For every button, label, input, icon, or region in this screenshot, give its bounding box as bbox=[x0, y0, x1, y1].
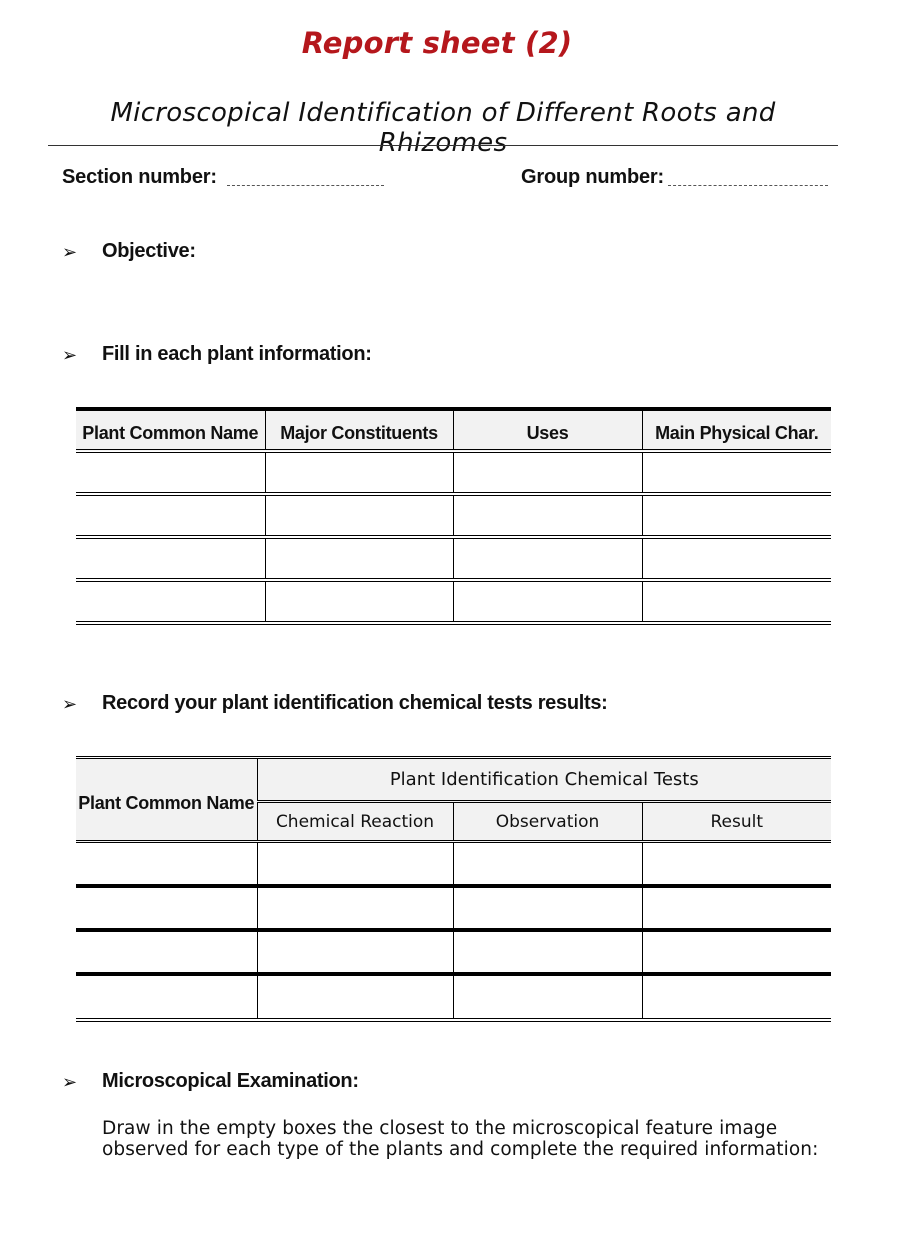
table-cell[interactable] bbox=[257, 842, 453, 886]
bullet-arrow-icon: ➢ bbox=[62, 242, 78, 263]
table-cell[interactable] bbox=[257, 886, 453, 930]
table-cell[interactable] bbox=[265, 494, 453, 537]
table-row bbox=[76, 580, 831, 623]
header-observation: Observation bbox=[453, 802, 642, 842]
header-chemical-reaction: Chemical Reaction bbox=[257, 802, 453, 842]
bullet-arrow-icon: ➢ bbox=[62, 345, 78, 366]
table-cell[interactable] bbox=[453, 494, 642, 537]
header-plant-common-name: Plant Common Name bbox=[76, 409, 265, 451]
table-cell[interactable] bbox=[453, 451, 642, 494]
table-cell[interactable] bbox=[642, 451, 831, 494]
plant-info-table bbox=[76, 407, 831, 625]
header-major-constituents: Major Constituents bbox=[265, 409, 453, 451]
table-row bbox=[76, 930, 831, 974]
group-number-field[interactable] bbox=[668, 185, 828, 186]
table-cell[interactable] bbox=[76, 974, 257, 1020]
table-cell[interactable] bbox=[453, 580, 642, 623]
table-cell[interactable] bbox=[642, 537, 831, 580]
table-cell[interactable] bbox=[265, 580, 453, 623]
table-cell[interactable] bbox=[453, 842, 642, 886]
table-header-row bbox=[76, 758, 831, 802]
table-cell[interactable] bbox=[76, 930, 257, 974]
title-divider bbox=[48, 145, 838, 146]
table-row bbox=[76, 451, 831, 494]
header-main-physical-char: Main Physical Char. bbox=[642, 409, 831, 451]
table-row bbox=[76, 886, 831, 930]
objective-heading: Objective: bbox=[102, 240, 196, 262]
bullet-arrow-icon: ➢ bbox=[62, 1072, 78, 1093]
header-result: Result bbox=[642, 802, 831, 842]
table-cell[interactable] bbox=[642, 930, 831, 974]
table-cell[interactable] bbox=[642, 974, 831, 1020]
fill-info-heading: Fill in each plant information: bbox=[102, 343, 372, 365]
table-row bbox=[76, 494, 831, 537]
table-cell[interactable] bbox=[257, 974, 453, 1020]
record-tests-heading: Record your plant identification chemical tests results: bbox=[102, 692, 608, 714]
group-number-label: Group number: bbox=[521, 166, 664, 188]
header-uses: Uses bbox=[453, 409, 642, 451]
table-cell[interactable] bbox=[265, 537, 453, 580]
table-cell[interactable] bbox=[642, 580, 831, 623]
table-cell[interactable] bbox=[76, 451, 265, 494]
report-subtitle: Microscopical Identification of Different Roots and Rhizomes bbox=[110, 98, 776, 158]
table-cell[interactable] bbox=[76, 494, 265, 537]
report-title: Report sheet (2) bbox=[301, 26, 573, 60]
table-cell[interactable] bbox=[265, 451, 453, 494]
header-plant-common-name: Plant Common Name bbox=[76, 758, 257, 842]
table-cell[interactable] bbox=[642, 494, 831, 537]
table-cell[interactable] bbox=[76, 886, 257, 930]
table-cell[interactable] bbox=[257, 930, 453, 974]
table-cell[interactable] bbox=[453, 537, 642, 580]
table-cell[interactable] bbox=[453, 930, 642, 974]
section-number-field[interactable] bbox=[227, 185, 384, 186]
header-chemical-tests-group: Plant Identification Chemical Tests bbox=[257, 758, 831, 802]
chemical-tests-table bbox=[76, 756, 831, 1022]
table-header-row bbox=[76, 409, 831, 451]
table-cell[interactable] bbox=[76, 537, 265, 580]
table-cell[interactable] bbox=[642, 886, 831, 930]
table-row bbox=[76, 974, 831, 1020]
table-cell[interactable] bbox=[453, 886, 642, 930]
microscopical-instructions: Draw in the empty boxes the closest to the microscopical feature image observed for each type of the plants and complete the required information: bbox=[102, 1118, 819, 1160]
table-row bbox=[76, 537, 831, 580]
bullet-arrow-icon: ➢ bbox=[62, 694, 78, 715]
microscopical-heading: Microscopical Examination: bbox=[102, 1070, 359, 1092]
table-cell[interactable] bbox=[453, 974, 642, 1020]
table-cell[interactable] bbox=[76, 842, 257, 886]
table-cell[interactable] bbox=[76, 580, 265, 623]
section-number-label: Section number: bbox=[62, 166, 217, 188]
table-row bbox=[76, 842, 831, 886]
table-cell[interactable] bbox=[642, 842, 831, 886]
